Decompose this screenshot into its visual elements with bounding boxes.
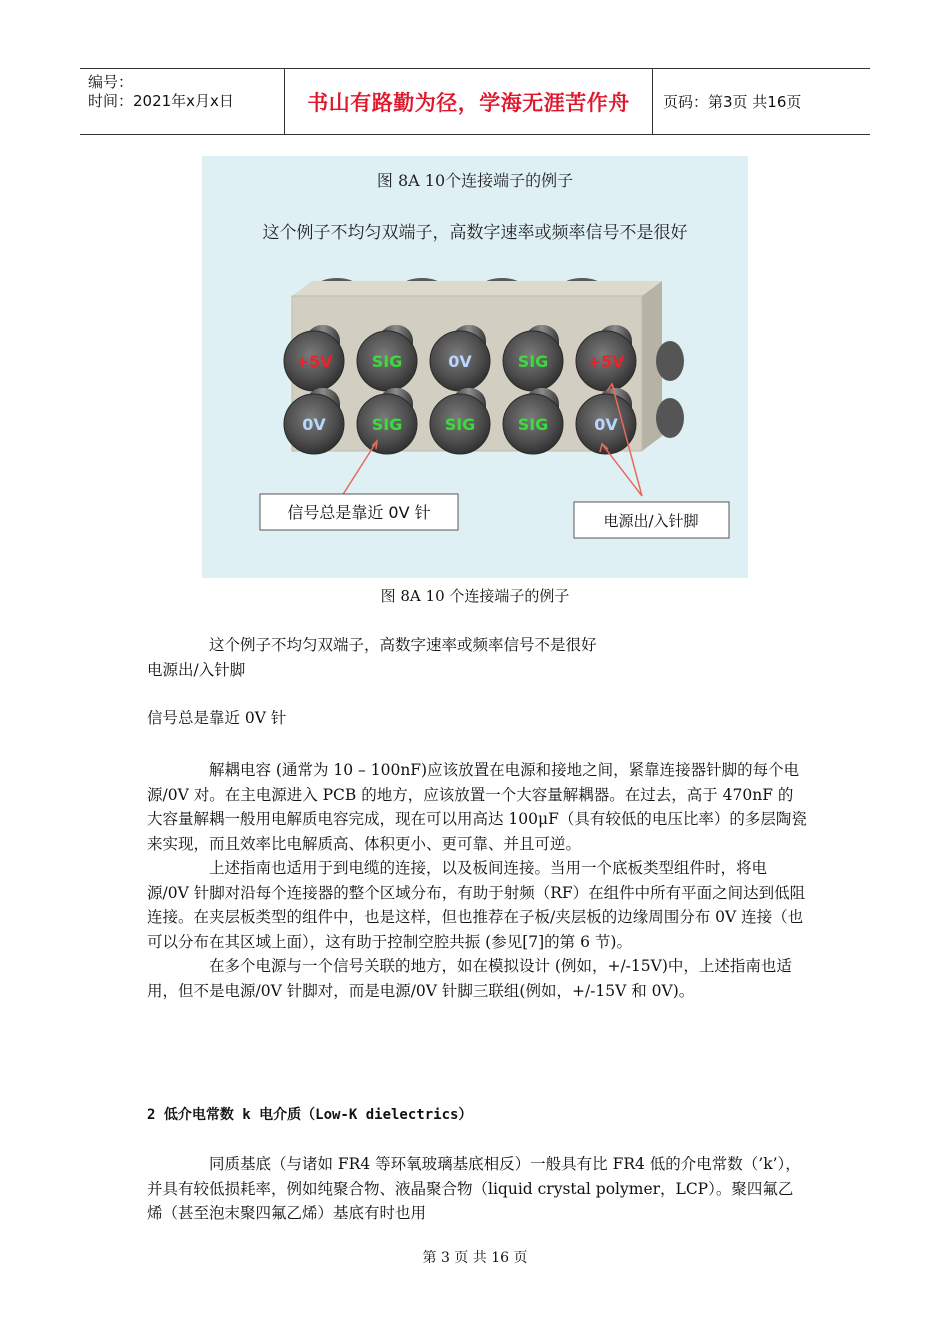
date-label: 时间：2021年x月x日: [88, 92, 234, 110]
callout-left: [260, 494, 458, 530]
connector-illustration: [202, 156, 748, 578]
page-footer: 第 3 页 共 16 页: [422, 1250, 528, 1266]
figure-title: 图 8A 10个连接端子的例子: [376, 171, 574, 190]
page-label: 页码：第3页 共16页: [663, 93, 802, 111]
section-heading: 2 低介电常数 k 电介质（Low-K dielectrics）: [147, 1107, 473, 1123]
paragraph-lowk-block: [147, 1152, 807, 1226]
connector-figure: [202, 156, 748, 578]
callout-right-text: 电源出/入针脚: [603, 512, 699, 530]
section-heading-block: [147, 1103, 807, 1128]
header-left-cell: [80, 69, 285, 134]
motto-text: 书山有路勤为径，学海无涯苦作舟: [307, 90, 630, 115]
pin-label: SIG: [444, 415, 476, 434]
figure-caption: 图 8A 10 个连接端子的例子: [380, 587, 570, 605]
callout-left-text: 信号总是靠近 0V 针: [287, 503, 431, 522]
pin-label: 0V: [594, 415, 618, 434]
pin-label: +5V: [295, 352, 333, 371]
body-paragraphs: [147, 758, 807, 1003]
header-motto-cell: [285, 69, 653, 134]
pin-label: +5V: [587, 352, 625, 371]
pin-label: 0V: [448, 352, 472, 371]
body-line-3: 信号总是靠近 0V 针: [147, 709, 287, 727]
body-line-1: 这个例子不均匀双端子，高数字速率或频率信号不是很好: [209, 636, 597, 654]
pin-label: 0V: [302, 415, 326, 434]
paragraph-cable: 上述指南也适用于到电缆的连接，以及板间连接。当用一个底板类型组件时，将电源/0V 针脚对沿每个连接器的整个区域分布，有助于射频（RF）在组件中所有平面之间达到低阻连接。在夹层板类型的组件中，也是这样，但也推荐在子板/夹层板的边缘周围分布 0V 连接（也可以分布在其区域上面），这有助于控制空腔共振 (参见[7]的第 6 节)。: [147, 859, 806, 951]
pin-label: SIG: [371, 415, 403, 434]
paragraph-lowk: 同质基底（与诸如 FR4 等环氧玻璃基底相反）一般具有比 FR4 低的介电常数（’k’），并具有较低损耗率，例如纯聚合物、液晶聚合物（liquid crystal polymer，LCP）。聚四氟乙烯（甚至泡末聚四氟乙烯）基底有时也用: [147, 1155, 801, 1222]
number-label: 编号：: [88, 73, 134, 91]
body-line-3-block: [147, 706, 807, 731]
paragraph-multi-supply: 在多个电源与一个信号关联的地方，如在模拟设计 (例如，+/-15V)中，上述指南也适用，但不是电源/0V 针脚对，而是电源/0V 针脚三联组(例如，+/-15V 和 0V)。: [147, 957, 792, 1000]
body-line-2: 电源出/入针脚: [147, 660, 246, 679]
page-header: [80, 68, 870, 135]
paragraph-decoupling: 解耦电容 (通常为 10 – 100nF)应该放置在电源和接地之间，紧靠连接器针脚的每个电源/0V 对。在主电源进入 PCB 的地方，应该放置一个大容量解耦器。在过去，高于 470nF 的大容量解耦一般用电解质电容完成，现在可以用高达 100μF（具有较低的电压比率）的多层陶瓷来实现，而且效率比电解质高、体积更小、更可靠、并且可逆。: [147, 761, 807, 853]
pin-label: SIG: [371, 352, 403, 371]
header-page-cell: [653, 69, 870, 134]
pin-label: SIG: [517, 415, 549, 434]
pin-label: SIG: [517, 352, 549, 371]
body-line-1-block: [147, 633, 807, 682]
callout-right: [574, 502, 729, 538]
figure-subtitle: 这个例子不均匀双端子，高数字速率或频率信号不是很好: [262, 223, 688, 243]
